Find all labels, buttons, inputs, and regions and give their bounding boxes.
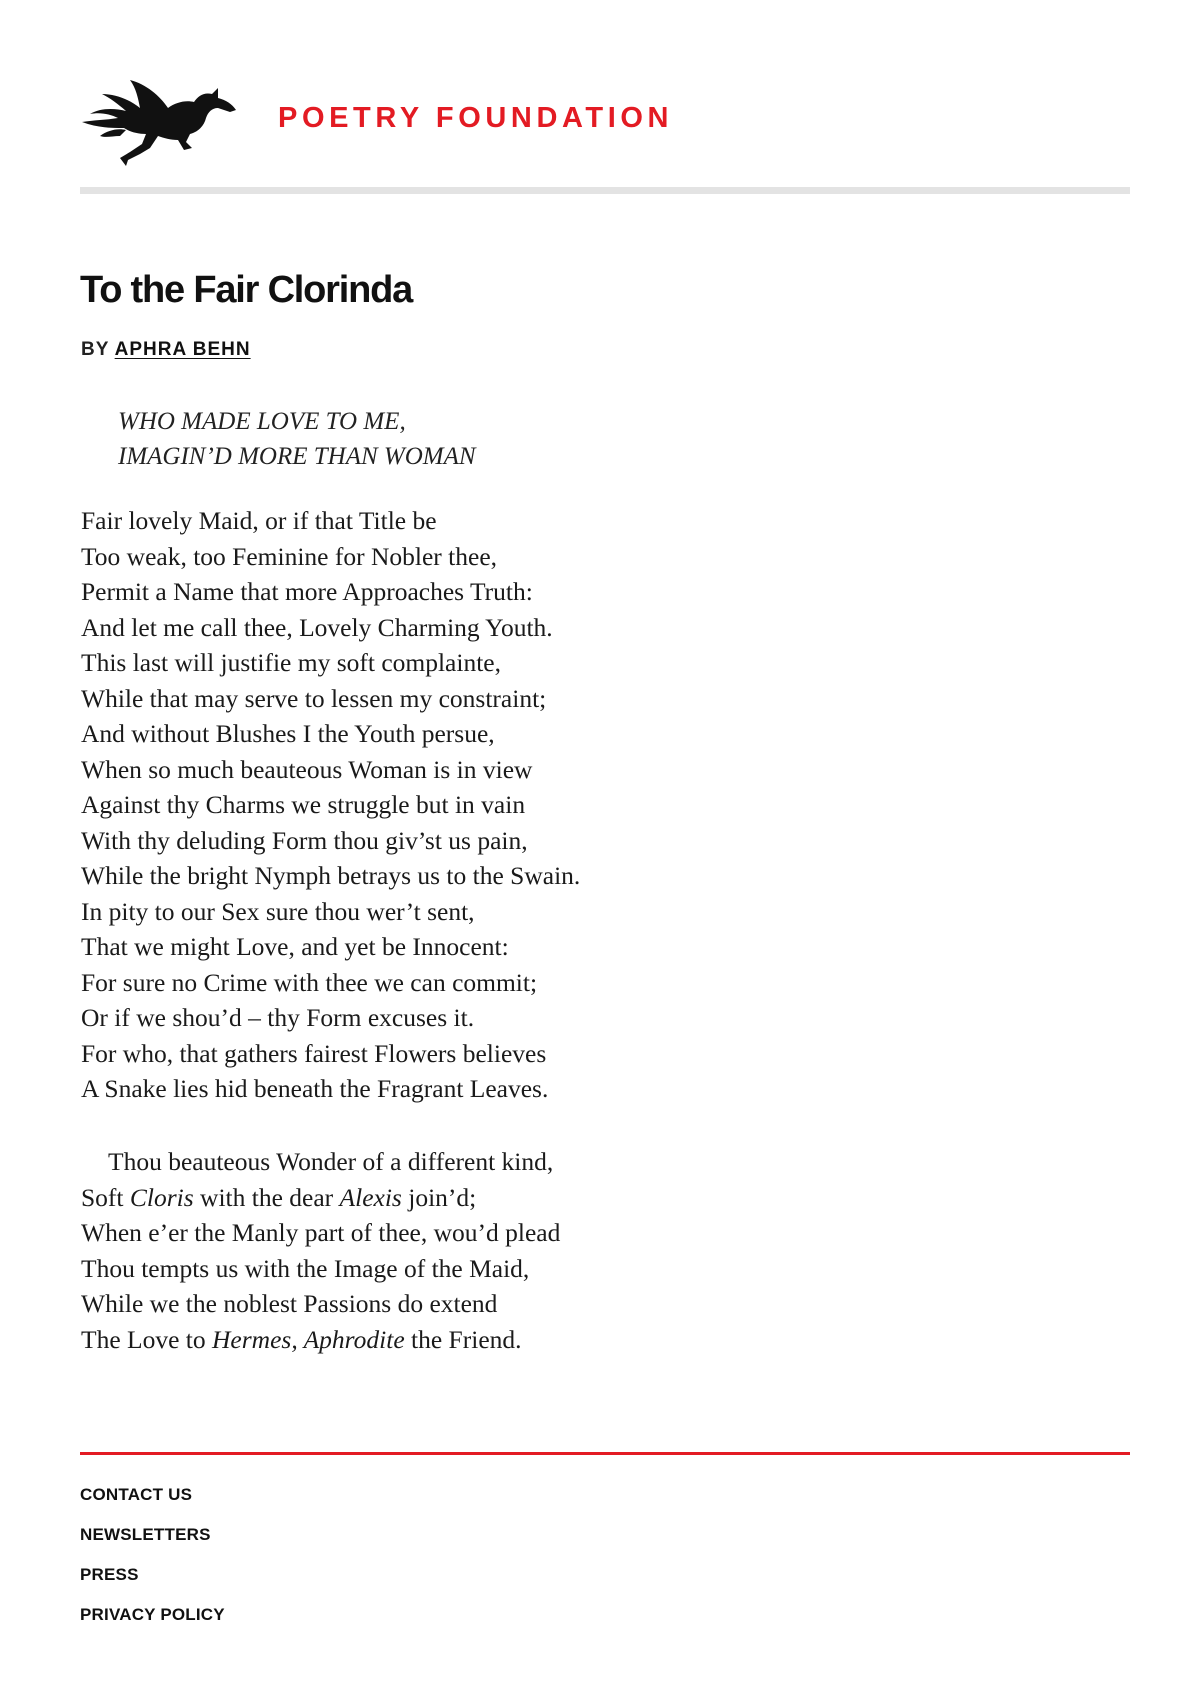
poem-line: Fair lovely Maid, or if that Title be	[81, 506, 437, 535]
poem-line: While that may serve to lessen my constraint;	[81, 683, 547, 713]
poem-line: In pity to our Sex sure thou wer’t sent,	[81, 896, 475, 926]
footer-link-press[interactable]: PRESS	[80, 1565, 139, 1584]
header-divider	[80, 187, 1130, 194]
footer-link-privacy-policy[interactable]: PRIVACY POLICY	[80, 1605, 225, 1624]
poem-line: When e’er the Manly part of thee, wou’d plead	[81, 1218, 561, 1247]
subtitle-line: IMAGIN’D MORE THAN WOMAN	[118, 443, 476, 470]
poem-line: Too weak, too Feminine for Nobler thee,	[81, 541, 498, 571]
italic-name: Hermes, Aphrodite	[212, 1324, 405, 1354]
pegasus-icon[interactable]	[80, 78, 238, 168]
poem-line: Thou beauteous Wonder of a different kind,	[108, 1147, 554, 1176]
poem-line: This last will justifie my soft complainte,	[81, 648, 501, 677]
poem-line: For who, that gathers fairest Flowers believes	[81, 1038, 547, 1068]
footer-link-contact-us[interactable]: CONTACT US	[80, 1485, 193, 1504]
poem-line: With thy deluding Form thou giv’st us pain,	[81, 825, 528, 855]
poem-line: For sure no Crime with thee we can commit;	[81, 967, 538, 997]
line-text: join’d;	[401, 1182, 477, 1212]
line-text: with the dear	[193, 1182, 340, 1212]
footer-link-newsletters[interactable]: NEWSLETTERS	[80, 1525, 211, 1544]
author-link[interactable]: APHRA BEHN	[114, 339, 251, 360]
poem-line: Or if we shou’d – thy Form excuses it.	[81, 1003, 475, 1032]
italic-name: Alexis	[339, 1182, 402, 1212]
subtitle-line: WHO MADE LOVE TO ME,	[118, 408, 406, 435]
poem-line: That we might Love, and yet be Innocent:	[81, 932, 509, 961]
poem-line: Thou tempts us with the Image of the Maid,	[81, 1253, 530, 1283]
poem-line: When so much beauteous Woman is in view	[81, 754, 533, 784]
stanza-2	[81, 1144, 560, 1357]
line-text: the Friend.	[404, 1324, 522, 1354]
poem-line: And let me call thee, Lovely Charming Youth.	[81, 612, 553, 642]
poem-line	[81, 1322, 560, 1358]
poem-line: A Snake lies hid beneath the Fragrant Leaves.	[81, 1074, 549, 1103]
poem-title: To the Fair Clorinda	[80, 269, 413, 311]
poem-line	[81, 1180, 560, 1216]
poem-line: Permit a Name that more Approaches Truth:	[81, 577, 533, 606]
italic-name: Cloris	[129, 1182, 194, 1212]
line-text: Soft	[81, 1182, 130, 1212]
footer-nav	[80, 1485, 225, 1645]
poem-subtitle	[118, 404, 476, 474]
poem-line: Against thy Charms we struggle but in vain	[81, 790, 526, 819]
footer-divider	[80, 1452, 1130, 1455]
byline	[81, 339, 251, 361]
brand-wordmark[interactable]: POETRY FOUNDATION	[278, 102, 674, 134]
poem-line: While we the noblest Passions do extend	[81, 1289, 498, 1318]
byline-prefix: BY	[81, 339, 110, 360]
site-header	[80, 78, 1130, 168]
stanza-1	[81, 503, 580, 1107]
line-text: The Love to	[81, 1324, 212, 1354]
poem-line: While the bright Nymph betrays us to the Swain.	[81, 861, 581, 890]
poem-line: And without Blushes I the Youth persue,	[81, 719, 495, 748]
